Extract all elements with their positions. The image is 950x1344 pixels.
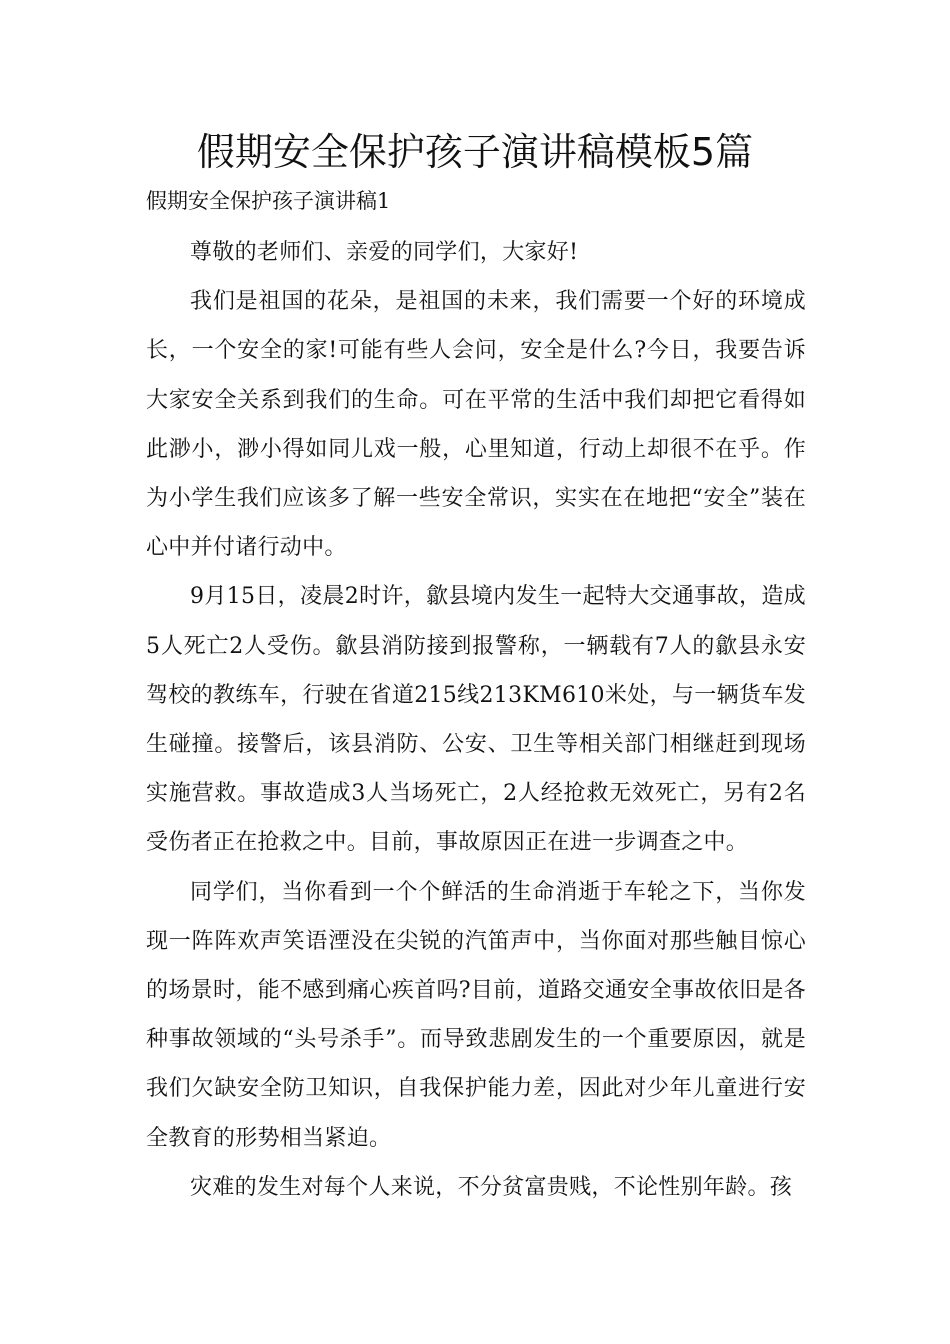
speech-heading: 假期安全保护孩子演讲稿1: [146, 189, 391, 213]
paragraph-appeal: 同学们，当你看到一个个鲜活的生命消逝于车轮之下，当你发现一阵阵欢声笑语湮没在尖锐的汽笛声中，当你面对那些触目惊心的场景时，能不感到痛心疾首吗?目前，道路交通安全事故依旧是各种事故领域的“头号杀手”。而导致悲剧发生的一个重要原因，就是我们欠缺安全防卫知识，自我保护能力差，因此对少年儿童进行安全教育的形势相当紧迫。: [146, 879, 806, 1151]
paragraph-disaster: 灾难的发生对每个人来说，不分贫富贵贱，不论性别年龄。孩: [190, 1174, 793, 1200]
paragraph-accident: 9月15日，凌晨2时许，歙县境内发生一起特大交通事故，造成5人死亡2人受伤。歙县消防接到报警称，一辆载有7人的歙县永安驾校的教练车，行驶在省道215线213KM610米处，与一辆货车发生碰撞。接警后，该县消防、公安、卫生等相关部门相继赶到现场实施营救。事故造成3人当场死亡，2人经抢救无效死亡，另有2名受伤者正在抢救之中。目前，事故原因正在进一步调查之中。: [146, 584, 806, 856]
paragraph-greeting: 尊敬的老师们、亲爱的同学们，大家好!: [190, 240, 579, 265]
document-body: [146, 228, 806, 1212]
document-title: 假期安全保护孩子演讲稿模板5篇: [196, 130, 754, 174]
paragraph-intro: 我们是祖国的花朵，是祖国的未来，我们需要一个好的环境成长，一个安全的家!可能有些人会问，安全是什么?今日，我要告诉大家安全关系到我们的生命。可在平常的生活中我们却把它看得如此渺小，渺小得如同儿戏一般，心里知道，行动上却很不在乎。作为小学生我们应该多了解一些安全常识，实实在在地把“安全”装在心中并付诸行动中。: [146, 289, 806, 561]
